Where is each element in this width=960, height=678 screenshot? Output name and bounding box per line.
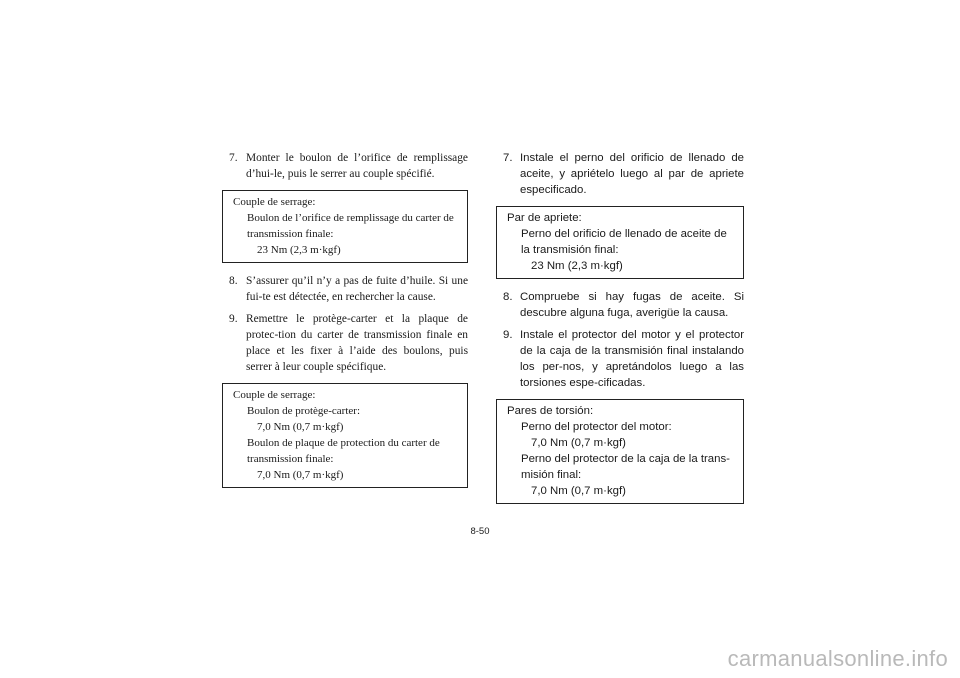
step-number: 7. bbox=[229, 152, 238, 164]
spec-title: Couple de serrage: bbox=[233, 389, 316, 401]
step-text: S’assurer qu’il n’y a pas de fuite d’huile. Si une fui-te est détectée, en rechercher la cause. bbox=[246, 275, 468, 303]
spec-label: Boulon de l’orifice de remplissage du carter de transmission finale: bbox=[247, 212, 454, 240]
spec-title: Couple de serrage: bbox=[233, 196, 316, 208]
watermark: carmanualsonline.info bbox=[727, 646, 948, 671]
step-number: 7. bbox=[503, 152, 513, 164]
step-7 bbox=[496, 150, 744, 198]
spec-value: 7,0 Nm (0,7 m·kgf) bbox=[257, 421, 344, 433]
step-number: 8. bbox=[503, 291, 513, 303]
spec-label: Boulon de plaque de protection du carter de transmission finale: bbox=[247, 437, 440, 465]
torque-spec-box bbox=[496, 206, 744, 279]
torque-spec-box bbox=[222, 383, 468, 488]
step-9 bbox=[496, 327, 744, 391]
step-7 bbox=[222, 150, 468, 182]
spec-label: Perno del protector del motor: bbox=[521, 421, 672, 433]
spec-label: Boulon de protège-carter: bbox=[247, 405, 361, 417]
spec-value: 7,0 Nm (0,7 m·kgf) bbox=[257, 469, 344, 481]
step-9 bbox=[222, 311, 468, 375]
french-column bbox=[222, 150, 468, 498]
step-number: 8. bbox=[229, 275, 238, 287]
torque-spec-box bbox=[496, 399, 744, 504]
page-number: 8-50 bbox=[470, 526, 490, 537]
spec-title: Pares de torsión: bbox=[507, 405, 594, 417]
step-8 bbox=[496, 289, 744, 321]
spanish-column bbox=[496, 150, 744, 514]
spec-value: 7,0 Nm (0,7 m·kgf) bbox=[531, 485, 626, 497]
spec-value: 23 Nm (2,3 m·kgf) bbox=[531, 260, 623, 272]
spec-value: 7,0 Nm (0,7 m·kgf) bbox=[531, 437, 626, 449]
step-number: 9. bbox=[503, 329, 513, 341]
step-text: Remettre le protège-carter et la plaque de protec-tion du carter de transmission finale en place et les fixer à l’aide des boulons, puis serrer à leur couple spécifique. bbox=[246, 313, 468, 373]
step-text: Instale el protector del motor y el protector de la caja de la transmisión final instalando los per-nos, y apretándolos luego a las torsiones espe-cificadas. bbox=[520, 329, 744, 389]
spec-label: Perno del orificio de llenado de aceite de la transmisión final: bbox=[521, 228, 727, 256]
torque-spec-box bbox=[222, 190, 468, 263]
step-8 bbox=[222, 273, 468, 305]
spec-value: 23 Nm (2,3 m·kgf) bbox=[257, 244, 341, 256]
spec-title: Par de apriete: bbox=[507, 212, 582, 224]
spec-label: Perno del protector de la caja de la trans-misión final: bbox=[521, 453, 730, 481]
step-number: 9. bbox=[229, 313, 238, 325]
step-text: Instale el perno del orificio de llenado de aceite, y apriételo luego al par de apriete especificado. bbox=[520, 152, 744, 196]
step-text: Compruebe si hay fugas de aceite. Si descubre alguna fuga, averigüe la causa. bbox=[520, 291, 744, 319]
step-text: Monter le boulon de l’orifice de remplissage d’hui-le, puis le serrer au couple spécifié. bbox=[246, 152, 468, 180]
